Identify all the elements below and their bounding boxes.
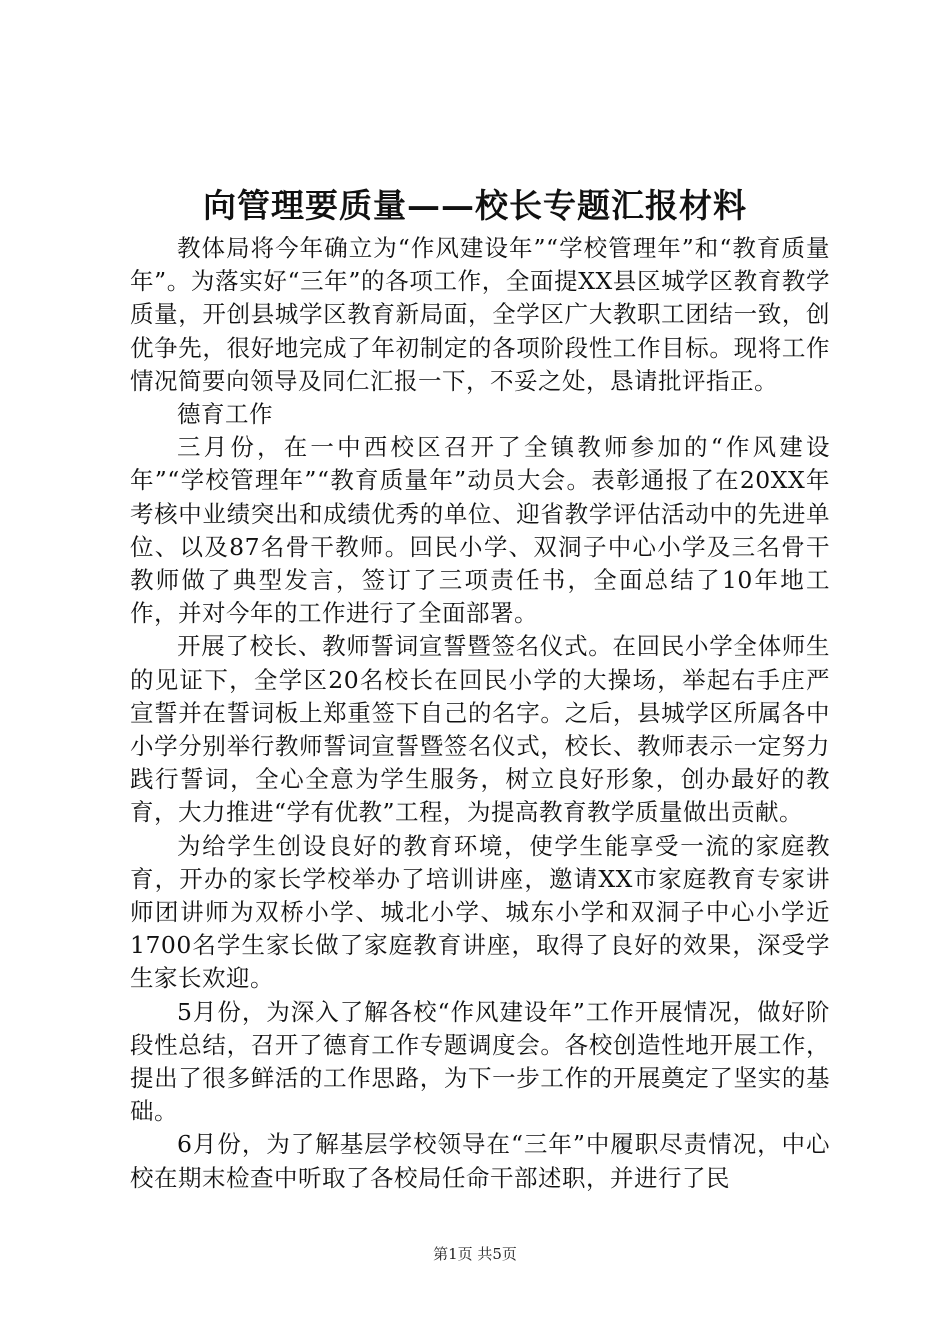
paragraph-june-review: 6月份，为了解基层学校领导在“三年”中履职尽责情况，中心校在期末检查中听取了各校局任命干部述职，并进行了民 <box>130 1130 830 1192</box>
paragraph-oath-ceremony: 开展了校长、教师誓词宣誓暨签名仪式。在回民小学全体师生的见证下，全学区20名校长在回民小学的大操场，举起右手庄严宣誓并在誓词板上郑重签下自己的名字。之后，县城学区所属各中小学分别举行教师誓词宣誓暨签名仪式，校长、教师表示一定努力践行誓词，全心全意为学生服务，树立良好形象，创办最好的教育，大力推进“学有优教”工程，为提高教育教学质量做出贡献。 <box>130 632 830 827</box>
paragraph-may-meeting: 5月份，为深入了解各校“作风建设年”工作开展情况，做好阶段性总结，召开了德育工作专题调度会。各校创造性地开展工作，提出了很多鲜活的工作思路，为下一步工作的开展奠定了坚实的基础。 <box>130 997 830 1126</box>
section-heading-moral-education: 德育工作 <box>177 400 273 429</box>
document-body <box>130 232 830 1195</box>
page-number-footer: 第1页 共5页 <box>433 1245 517 1263</box>
paragraph-intro: 教体局将今年确立为“作风建设年”“学校管理年”和“教育质量年”。为落实好“三年”的各项工作，全面提XX县区城学区教育教学质量，开创县城学区教育新局面，全学区广大教职工团结一致，创优争先，很好地完成了年初制定的各项阶段性工作目标。现将工作情况简要向领导及同仁汇报一下，不妥之处，恳请批评指正。 <box>130 234 830 395</box>
paragraph-parent-school: 为给学生创设良好的教育环境，使学生能享受一流的家庭教育，开办的家长学校举办了培训讲座，邀请XX市家庭教育专家讲师团讲师为双桥小学、城北小学、城东小学和双洞子中心小学近1700名学生家长做了家庭教育讲座，取得了良好的效果，深受学生家长欢迎。 <box>130 831 830 993</box>
paragraph-march-meeting: 三月份，在一中西校区召开了全镇教师参加的“作风建设年”“学校管理年”“教育质量年”动员大会。表彰通报了在20XX年考核中业绩突出和成绩优秀的单位、迎省教学评估活动中的先进单位、以及87名骨干教师。回民小学、双洞子中心小学及三名骨干教师做了典型发言，签订了三项责任书，全面总结了10年地工作，并对今年的工作进行了全面部署。 <box>130 433 830 628</box>
document-title: 向管理要质量——校长专题汇报材料 <box>203 186 747 225</box>
